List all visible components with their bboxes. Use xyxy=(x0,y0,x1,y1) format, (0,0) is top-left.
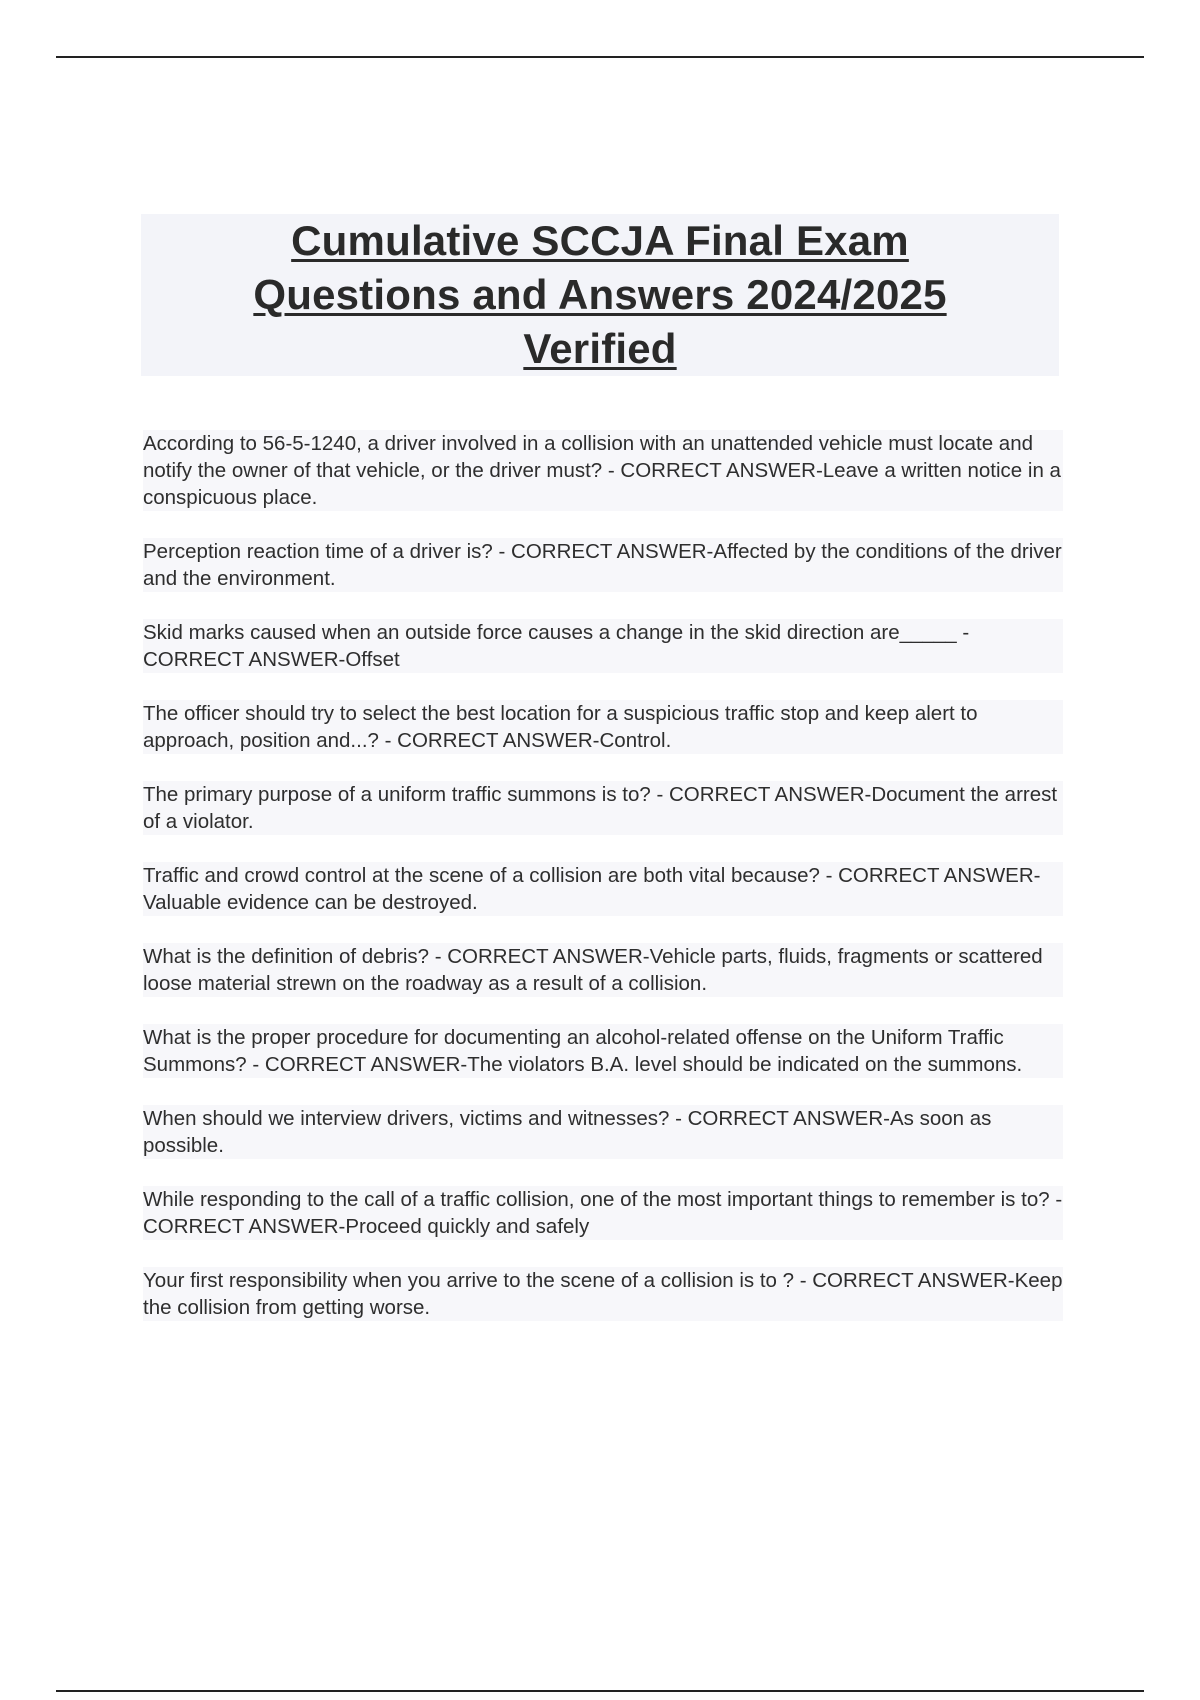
qa-item xyxy=(143,862,1063,916)
qa-list xyxy=(143,430,1063,1348)
question-text: According to 56-5-1240, a driver involved in a collision with an unattended vehicle must locate and notify the owner of that vehicle, or the driver must? xyxy=(143,432,1033,482)
answer-text: Proceed quickly and safely xyxy=(345,1215,590,1238)
qa-item xyxy=(143,538,1063,592)
question-text: When should we interview drivers, victims and witnesses? xyxy=(143,1107,670,1130)
qa-item xyxy=(143,1267,1063,1321)
answer-text: Valuable evidence can be destroyed. xyxy=(143,891,478,914)
question-text: While responding to the call of a traffic collision, one of the most important things to remember is to? xyxy=(143,1188,1050,1211)
answer-text: Leave a written notice in a conspicuous place. xyxy=(143,459,1061,509)
question-text: What is the proper procedure for documenting an alcohol-related offense on the Uniform Traffic Summons? xyxy=(143,1026,1004,1076)
top-rule xyxy=(56,56,1144,58)
answer-separator: - CORRECT ANSWER- xyxy=(492,540,714,563)
qa-item xyxy=(143,1024,1063,1078)
answer-text: As soon as possible. xyxy=(143,1107,992,1157)
title-line-3: Verified xyxy=(523,325,677,372)
qa-item xyxy=(143,1105,1063,1159)
question-text: The primary purpose of a uniform traffic summons is to? xyxy=(143,783,651,806)
question-text: The officer should try to select the best location for a suspicious traffic stop and keep alert to approach, position and...? xyxy=(143,702,978,752)
qa-item xyxy=(143,430,1063,511)
qa-item xyxy=(143,700,1063,754)
answer-separator: - CORRECT ANSWER- xyxy=(429,945,650,968)
question-text: Skid marks caused when an outside force causes a change in the skid direction are_____ xyxy=(143,621,957,644)
bottom-rule xyxy=(56,1690,1144,1692)
answer-text: Keep the collision from getting worse. xyxy=(143,1269,1063,1319)
document-title-block xyxy=(141,214,1059,376)
answer-separator: - CORRECT ANSWER- xyxy=(819,864,1041,887)
question-text: Traffic and crowd control at the scene of a collision are both vital because? xyxy=(143,864,820,887)
question-text: What is the definition of debris? xyxy=(143,945,430,968)
answer-separator: - CORRECT ANSWER- xyxy=(602,459,823,482)
answer-separator: - CORRECT ANSWER- xyxy=(669,1107,890,1130)
answer-separator: - CORRECT ANSWER- xyxy=(143,1188,1063,1238)
title-line-1: Cumulative SCCJA Final Exam xyxy=(291,217,909,264)
qa-item xyxy=(143,943,1063,997)
answer-text: The violators B.A. level should be indicated on the summons. xyxy=(467,1053,1023,1076)
qa-item xyxy=(143,1186,1063,1240)
question-text: Your first responsibility when you arrive to the scene of a collision is to ? xyxy=(143,1269,795,1292)
answer-text: Document the arrest of a violator. xyxy=(143,783,1058,833)
answer-text: Offset xyxy=(345,648,400,671)
answer-text: Control. xyxy=(599,729,672,752)
qa-item xyxy=(143,619,1063,673)
qa-item xyxy=(143,781,1063,835)
answer-text: Vehicle parts, fluids, fragments or scattered loose material strewn on the roadway as a result of a collision. xyxy=(143,945,1043,995)
answer-separator: - CORRECT ANSWER- xyxy=(794,1269,1015,1292)
answer-text: Affected by the conditions of the driver and the environment. xyxy=(143,540,1062,590)
answer-separator: - CORRECT ANSWER- xyxy=(246,1053,468,1076)
answer-separator: - CORRECT ANSWER- xyxy=(378,729,600,752)
answer-separator: - CORRECT ANSWER- xyxy=(650,783,872,806)
title-line-2: Questions and Answers 2024/2025 xyxy=(253,271,947,318)
question-text: Perception reaction time of a driver is? xyxy=(143,540,493,563)
answer-separator: - CORRECT ANSWER- xyxy=(143,621,970,671)
